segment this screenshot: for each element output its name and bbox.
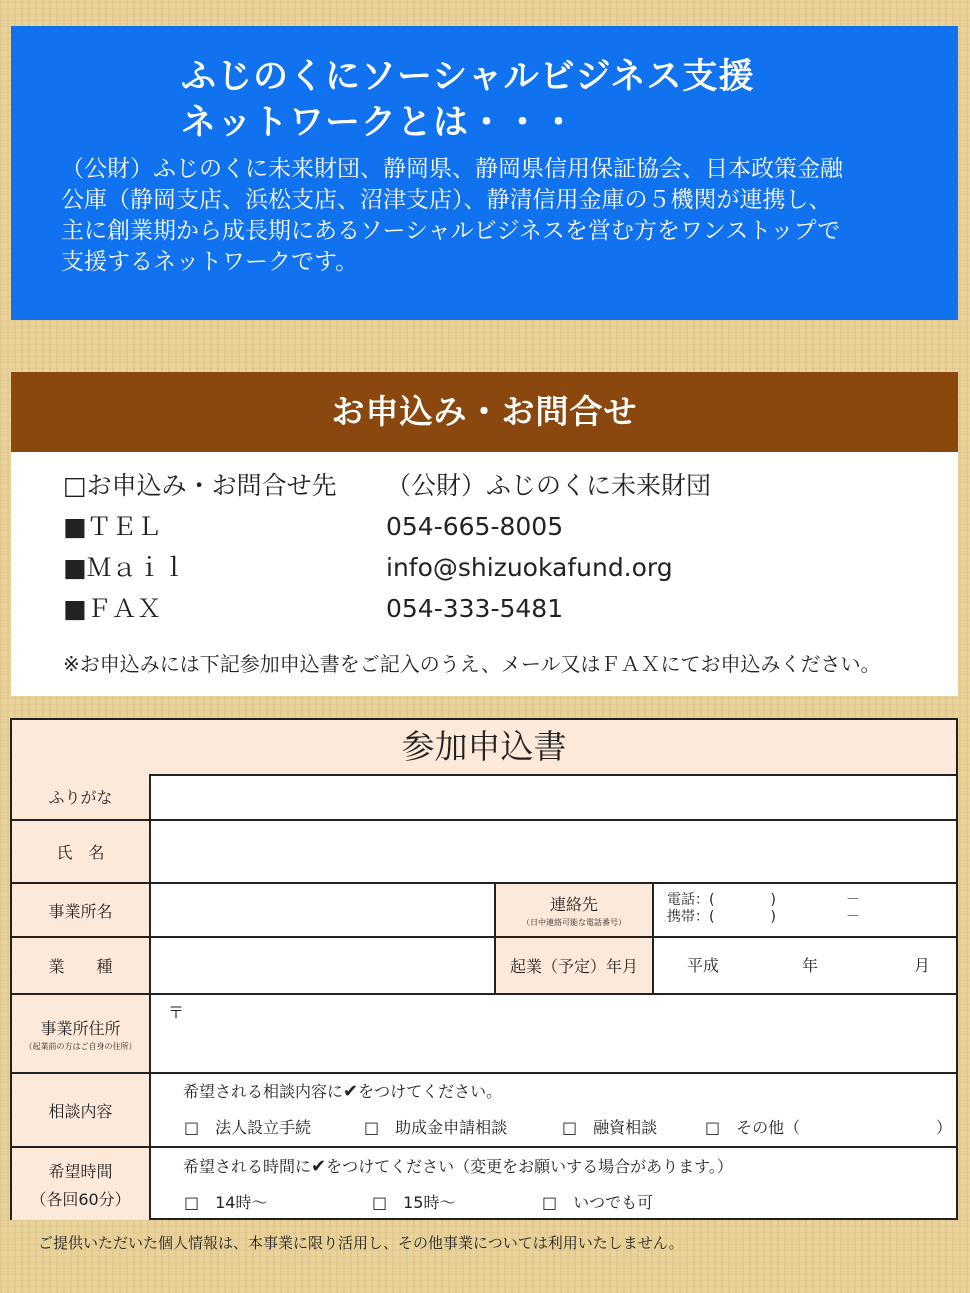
address-field[interactable] [153, 995, 956, 1072]
industry-field[interactable] [153, 938, 493, 993]
name-row [12, 821, 956, 884]
option-15[interactable]: □ 15時～ [372, 1193, 456, 1212]
contact-tel[interactable]: 054-665-8005 [386, 512, 564, 541]
option-other[interactable]: □ その他（ [705, 1118, 801, 1137]
office-row [12, 884, 956, 938]
option-anytime[interactable]: □ いつでも可 [542, 1193, 654, 1212]
time-label: 希望時間 （各回60分） [12, 1148, 151, 1220]
contact-header: お申込み・お問合せ [11, 372, 958, 452]
furigana-row [12, 774, 956, 821]
about-title: ふじのくにソーシャルビジネス支援 ネットワークとは・・・ [181, 57, 755, 143]
contact-panel [11, 452, 958, 696]
contact-mail[interactable]: info@shizuokafund.org [386, 553, 673, 582]
furigana-label: ふりがな [12, 774, 151, 819]
industry-row [12, 938, 956, 995]
founding-year[interactable]: 年 [802, 956, 819, 975]
option-14[interactable]: □ 14時～ [184, 1193, 268, 1212]
application-form [10, 718, 958, 1220]
time-instruction: 希望される時間に✔をつけてください（変更をお願いする場合があります。） [183, 1156, 733, 1177]
industry-label: 業 種 [12, 938, 151, 993]
office-name-field[interactable] [153, 884, 493, 936]
contact-label-fax: ■ＦＡＸ [63, 594, 162, 623]
consultation-row [12, 1074, 956, 1148]
contact-label-mail: ■Ｍａｉｌ [63, 553, 187, 582]
name-field[interactable] [153, 821, 956, 882]
privacy-footer: ご提供いただいた個人情報は、本事業に限り活用し、その他事業については利用いたしません。 [38, 1234, 684, 1252]
consultation-label: 相談内容 [12, 1074, 151, 1146]
postal-mark: 〒 [168, 1003, 185, 1022]
contact-fax: 054-333-5481 [386, 594, 564, 623]
check-mark-icon: ✔ [343, 1081, 359, 1102]
contact-label-organization: □お申込み・お問合せ先 [63, 471, 337, 500]
contact-organization: （公財）ふじのくに未来財団 [386, 471, 712, 500]
contact-note: ※お申込みには下記参加申込書をご記入のうえ、メール又はＦＡＸにてお申込みください。 [63, 652, 881, 676]
about-body: （公財）ふじのくに未来財団、静岡県、静岡県信用保証協会、日本政策金融 公庫（静岡支店、浜松支店、沼津支店）、静清信用金庫の５機関が連携し、 主に創業期から成長期にあるソーシャルビジネスを営む方をワンストップで 支援するネットワークです。 [61, 156, 843, 275]
founding-date-label: 起業（予定）年月 [494, 938, 654, 993]
option-financing[interactable]: □ 融資相談 [562, 1118, 658, 1137]
mobile-line[interactable]: 携帯：( ) － [667, 909, 860, 925]
consultation-instruction: 希望される相談内容に✔をつけてください。 [183, 1081, 503, 1102]
founding-era: 平成 [687, 956, 720, 975]
form-title: 参加申込書 [12, 720, 956, 776]
address-label: 事業所住所 （起業前の方はご自身の住所） [12, 995, 151, 1072]
about-panel [11, 26, 958, 320]
phone-line[interactable]: 電話：( ) － [667, 892, 860, 908]
founding-month[interactable]: 月 [914, 956, 931, 975]
address-row [12, 995, 956, 1074]
office-name-label: 事業所名 [12, 884, 151, 936]
option-grant[interactable]: □ 助成金申請相談 [364, 1118, 508, 1137]
time-row [12, 1148, 956, 1220]
furigana-field[interactable] [153, 774, 956, 819]
option-other-close: ） [936, 1118, 953, 1137]
contact-label-tel: ■ＴＥＬ [63, 512, 162, 541]
option-incorporation[interactable]: □ 法人設立手続 [184, 1118, 312, 1137]
contact-phone-label: 連絡先 （日中連絡可能な電話番号） [494, 884, 654, 936]
check-mark-icon: ✔ [311, 1156, 327, 1177]
name-label: 氏 名 [12, 821, 151, 882]
